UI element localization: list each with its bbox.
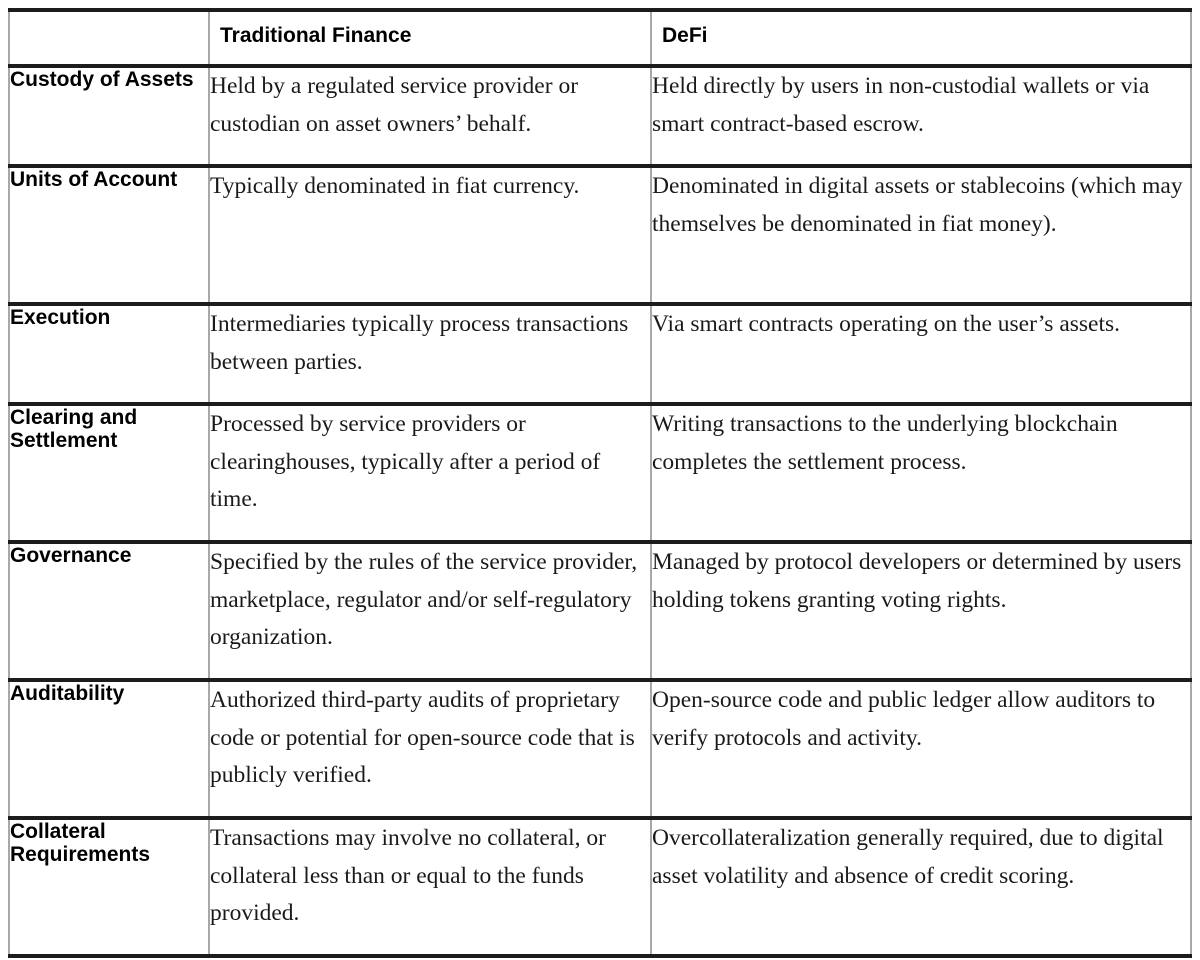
defi-cell: Via smart contracts operating on the user’s assets. <box>651 304 1191 404</box>
defi-cell: Overcollateralization generally required, due to digital asset volatility and absence of credit scoring. <box>651 818 1191 956</box>
table-row <box>9 404 1191 542</box>
traditional-cell: Transactions may involve no collateral, or collateral less than or equal to the funds provided. <box>209 818 651 956</box>
row-label: Units of Account <box>9 166 209 304</box>
row-label: Governance <box>9 542 209 680</box>
header-traditional-finance: Traditional Finance <box>209 10 651 66</box>
defi-cell: Writing transactions to the underlying blockchain completes the settlement process. <box>651 404 1191 542</box>
traditional-cell: Specified by the rules of the service provider, marketplace, regulator and/or self-regulatory organization. <box>209 542 651 680</box>
comparison-table <box>8 8 1192 958</box>
table-row <box>9 304 1191 404</box>
traditional-cell: Processed by service providers or clearinghouses, typically after a period of time. <box>209 404 651 542</box>
traditional-cell: Authorized third-party audits of proprietary code or potential for open-source code that is publicly verified. <box>209 680 651 818</box>
row-label: Custody of Assets <box>9 66 209 166</box>
table-row <box>9 66 1191 166</box>
table-row <box>9 818 1191 956</box>
table-row <box>9 166 1191 304</box>
header-defi: DeFi <box>651 10 1191 66</box>
traditional-cell: Intermediaries typically process transactions between parties. <box>209 304 651 404</box>
defi-cell: Held directly by users in non-custodial wallets or via smart contract-based escrow. <box>651 66 1191 166</box>
defi-cell: Managed by protocol developers or determined by users holding tokens granting voting rights. <box>651 542 1191 680</box>
table-row <box>9 542 1191 680</box>
header-cell-blank <box>9 10 209 66</box>
row-label: Clearing and Settlement <box>9 404 209 542</box>
traditional-cell: Typically denominated in fiat currency. <box>209 166 651 304</box>
table-row <box>9 680 1191 818</box>
row-label: Execution <box>9 304 209 404</box>
row-label: Collateral Requirements <box>9 818 209 956</box>
row-label: Auditability <box>9 680 209 818</box>
traditional-cell: Held by a regulated service provider or custodian on asset owners’ behalf. <box>209 66 651 166</box>
defi-cell: Denominated in digital assets or stablecoins (which may themselves be denominated in fiat money). <box>651 166 1191 304</box>
header-row <box>9 10 1191 66</box>
defi-cell: Open-source code and public ledger allow auditors to verify protocols and activity. <box>651 680 1191 818</box>
